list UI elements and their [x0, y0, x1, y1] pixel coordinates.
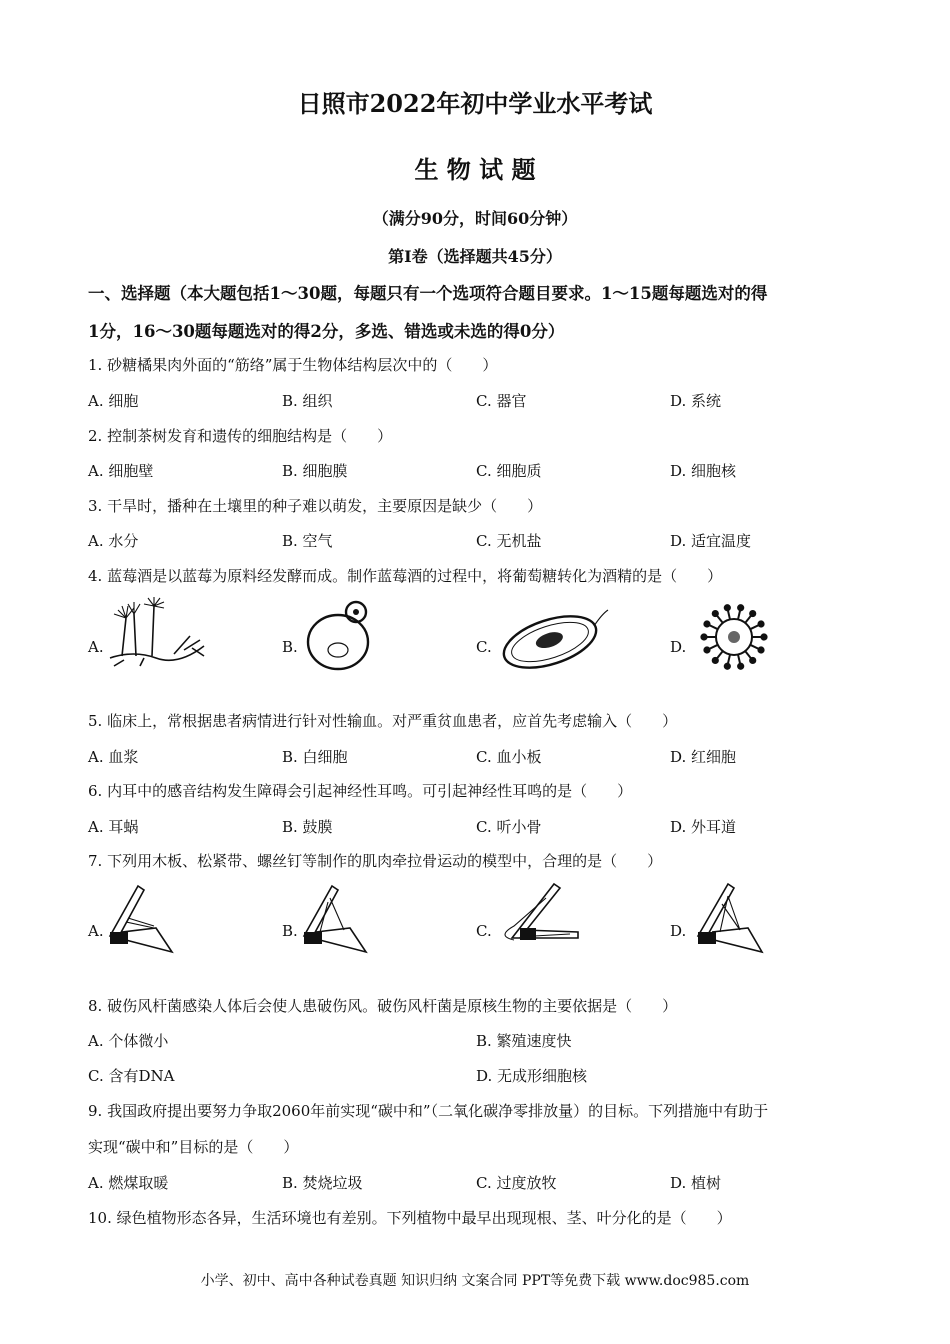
question-6: 6. 内耳中的感音结构发生障碍会引起神经性耳鸣。可引起神经性耳鸣的是（ ） — [88, 782, 633, 800]
score-info: （满分90分，时间60分钟） — [372, 209, 578, 228]
virus-illustration — [694, 600, 774, 674]
q3-option-d: D. 适宜温度 — [670, 532, 752, 550]
q8-option-d: D. 无成形细胞核 — [476, 1067, 588, 1085]
q5-option-d: D. 红细胞 — [670, 748, 737, 766]
q1-option-b: B. 组织 — [282, 392, 333, 410]
q9-option-c: C. 过度放牧 — [476, 1174, 557, 1192]
q7-option-b: B. — [282, 922, 298, 940]
question-2: 2. 控制茶树发育和遗传的细胞结构是（ ） — [88, 427, 393, 445]
question-5: 5. 临床上，常根据患者病情进行针对性输血。对严重贫血患者，应首先考虑输入（ ） — [88, 712, 678, 730]
question-1: 1. 砂糖橘果肉外面的“筋络”属于生物体结构层次中的（ ） — [88, 356, 498, 374]
q5-option-c: C. 血小板 — [476, 748, 542, 766]
question-8: 8. 破伤风杆菌感染人体后会使人患破伤风。破伤风杆菌是原核生物的主要依据是（ ） — [88, 997, 678, 1015]
question-7: 7. 下列用木板、松紧带、螺丝钉等制作的肌肉牵拉骨运动的模型中，合理的是（ ） — [88, 852, 663, 870]
q3-option-b: B. 空气 — [282, 532, 333, 550]
q8-option-c: C. 含有DNA — [88, 1067, 175, 1085]
muscle-model-c — [494, 880, 584, 950]
q9-option-a: A. 燃煤取暖 — [88, 1174, 169, 1192]
q5-option-b: B. 白细胞 — [282, 748, 348, 766]
question-9-cont: 实现“碳中和”目标的是（ ） — [88, 1138, 299, 1156]
q2-option-d: D. 细胞核 — [670, 462, 737, 480]
q9-option-d: D. 植树 — [670, 1174, 722, 1192]
mold-illustration — [104, 596, 214, 668]
question-4: 4. 蓝莓酒是以蓝莓为原料经发酵而成。制作蓝莓酒的过程中，将葡萄糖转化为酒精的是（ ） — [88, 567, 723, 585]
q3-option-c: C. 无机盐 — [476, 532, 542, 550]
volume-title: 第Ⅰ卷（选择题共45分） — [388, 247, 562, 266]
q2-option-b: B. 细胞膜 — [282, 462, 348, 480]
q6-option-b: B. 鼓膜 — [282, 818, 333, 836]
subject-title: 生 物 试 题 — [414, 155, 536, 184]
q8-option-a: A. 个体微小 — [88, 1032, 169, 1050]
q4-option-b: B. — [282, 638, 298, 656]
q9-option-b: B. 焚烧垃圾 — [282, 1174, 363, 1192]
q6-option-a: A. 耳蜗 — [88, 818, 139, 836]
q7-option-a: A. — [88, 922, 104, 940]
q5-option-a: A. 血浆 — [88, 748, 139, 766]
q7-option-d: D. — [670, 922, 687, 940]
q1-option-a: A. 细胞 — [88, 392, 139, 410]
q2-option-a: A. 细胞壁 — [88, 462, 154, 480]
muscle-model-d — [694, 882, 770, 954]
exam-title: 日照市2022年初中学业水平考试 — [297, 89, 653, 118]
muscle-model-b — [300, 884, 370, 954]
q3-option-a: A. 水分 — [88, 532, 139, 550]
question-10: 10. 绿色植物形态各异，生活环境也有差别。下列植物中最早出现现根、茎、叶分化的是（ ） — [88, 1209, 732, 1227]
section-heading-line-1: 一、选择题（本大题包括1～30题，每题只有一个选项符合题目要求。1～15题每题选对的得 — [88, 284, 768, 303]
q2-option-c: C. 细胞质 — [476, 462, 542, 480]
page-footer: 小学、初中、高中各种试卷真题 知识归纳 文案合同 PPT等免费下载 www.doc985.com — [200, 1273, 750, 1289]
q1-option-d: D. 系统 — [670, 392, 722, 410]
section-heading-line-2: 1分，16～30题每题选对的得2分，多选、错选或未选的得0分） — [88, 322, 565, 341]
q4-option-c: C. — [476, 638, 492, 656]
yeast-illustration — [300, 598, 380, 674]
question-3: 3. 干旱时，播种在土壤里的种子难以萌发，主要原因是缺少（ ） — [88, 497, 543, 515]
q1-option-c: C. 器官 — [476, 392, 527, 410]
q6-option-d: D. 外耳道 — [670, 818, 737, 836]
q4-option-d: D. — [670, 638, 687, 656]
muscle-model-a — [106, 884, 176, 954]
q8-option-b: B. 繁殖速度快 — [476, 1032, 572, 1050]
question-9: 9. 我国政府提出要努力争取2060年前实现“碳中和”（二氧化碳净零排放量）的目标。下列措施中有助于 — [88, 1102, 769, 1120]
q7-option-c: C. — [476, 922, 492, 940]
bacterium-illustration — [494, 604, 614, 674]
q4-option-a: A. — [88, 638, 104, 656]
q6-option-c: C. 听小骨 — [476, 818, 542, 836]
